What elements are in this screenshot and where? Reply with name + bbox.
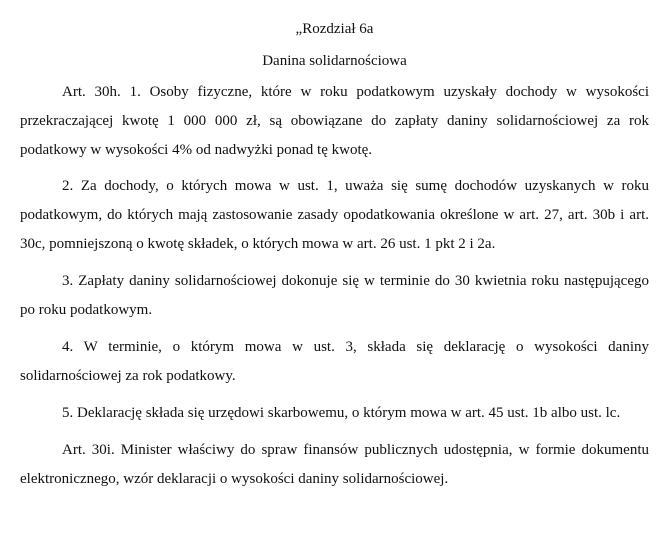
- paragraph-art-30h-2: 2. Za dochody, o których mowa w ust. 1, uważa się sumę dochodów uzyskanych w roku podatkowym, do których mają zastosowanie zasady opodatkowania określone w art. 27, art. 30b i art. 30c, pomniejszoną o kwotę składek, o których mowa w art. 26 ust. 1 pkt 2 i 2a.: [20, 178, 649, 252]
- paragraph-art-30h-1: Art. 30h. 1. Osoby fizyczne, które w roku podatkowym uzyskały dochody w wysokości przekraczającej kwotę 1 000 000 zł, są obowiązane do zapłaty daniny solidarnościowej za rok podatkowy w wysokości 4% od nadwyżki ponad tę kwotę.: [20, 84, 649, 158]
- chapter-title: Danina solidarnościowa: [262, 53, 407, 69]
- paragraph-art-30i: Art. 30i. Minister właściwy do spraw finansów publicznych udostępnia, w formie dokumentu elektronicznego, wzór deklaracji o wysokości daniny solidarnościowej.: [20, 442, 649, 487]
- paragraph-art-30h-4: 4. W terminie, o którym mowa w ust. 3, składa się deklarację o wysokości daniny solidarnościowej za rok podatkowy.: [20, 339, 649, 384]
- paragraph-art-30h-5: 5. Deklarację składa się urzędowi skarbowemu, o którym mowa w art. 45 ust. 1b albo ust. lc.: [62, 405, 621, 421]
- chapter-heading: „Rozdział 6a: [295, 21, 374, 37]
- paragraph-art-30h-3: 3. Zapłaty daniny solidarnościowej dokonuje się w terminie do 30 kwietnia roku następującego po roku podatkowym.: [20, 273, 649, 318]
